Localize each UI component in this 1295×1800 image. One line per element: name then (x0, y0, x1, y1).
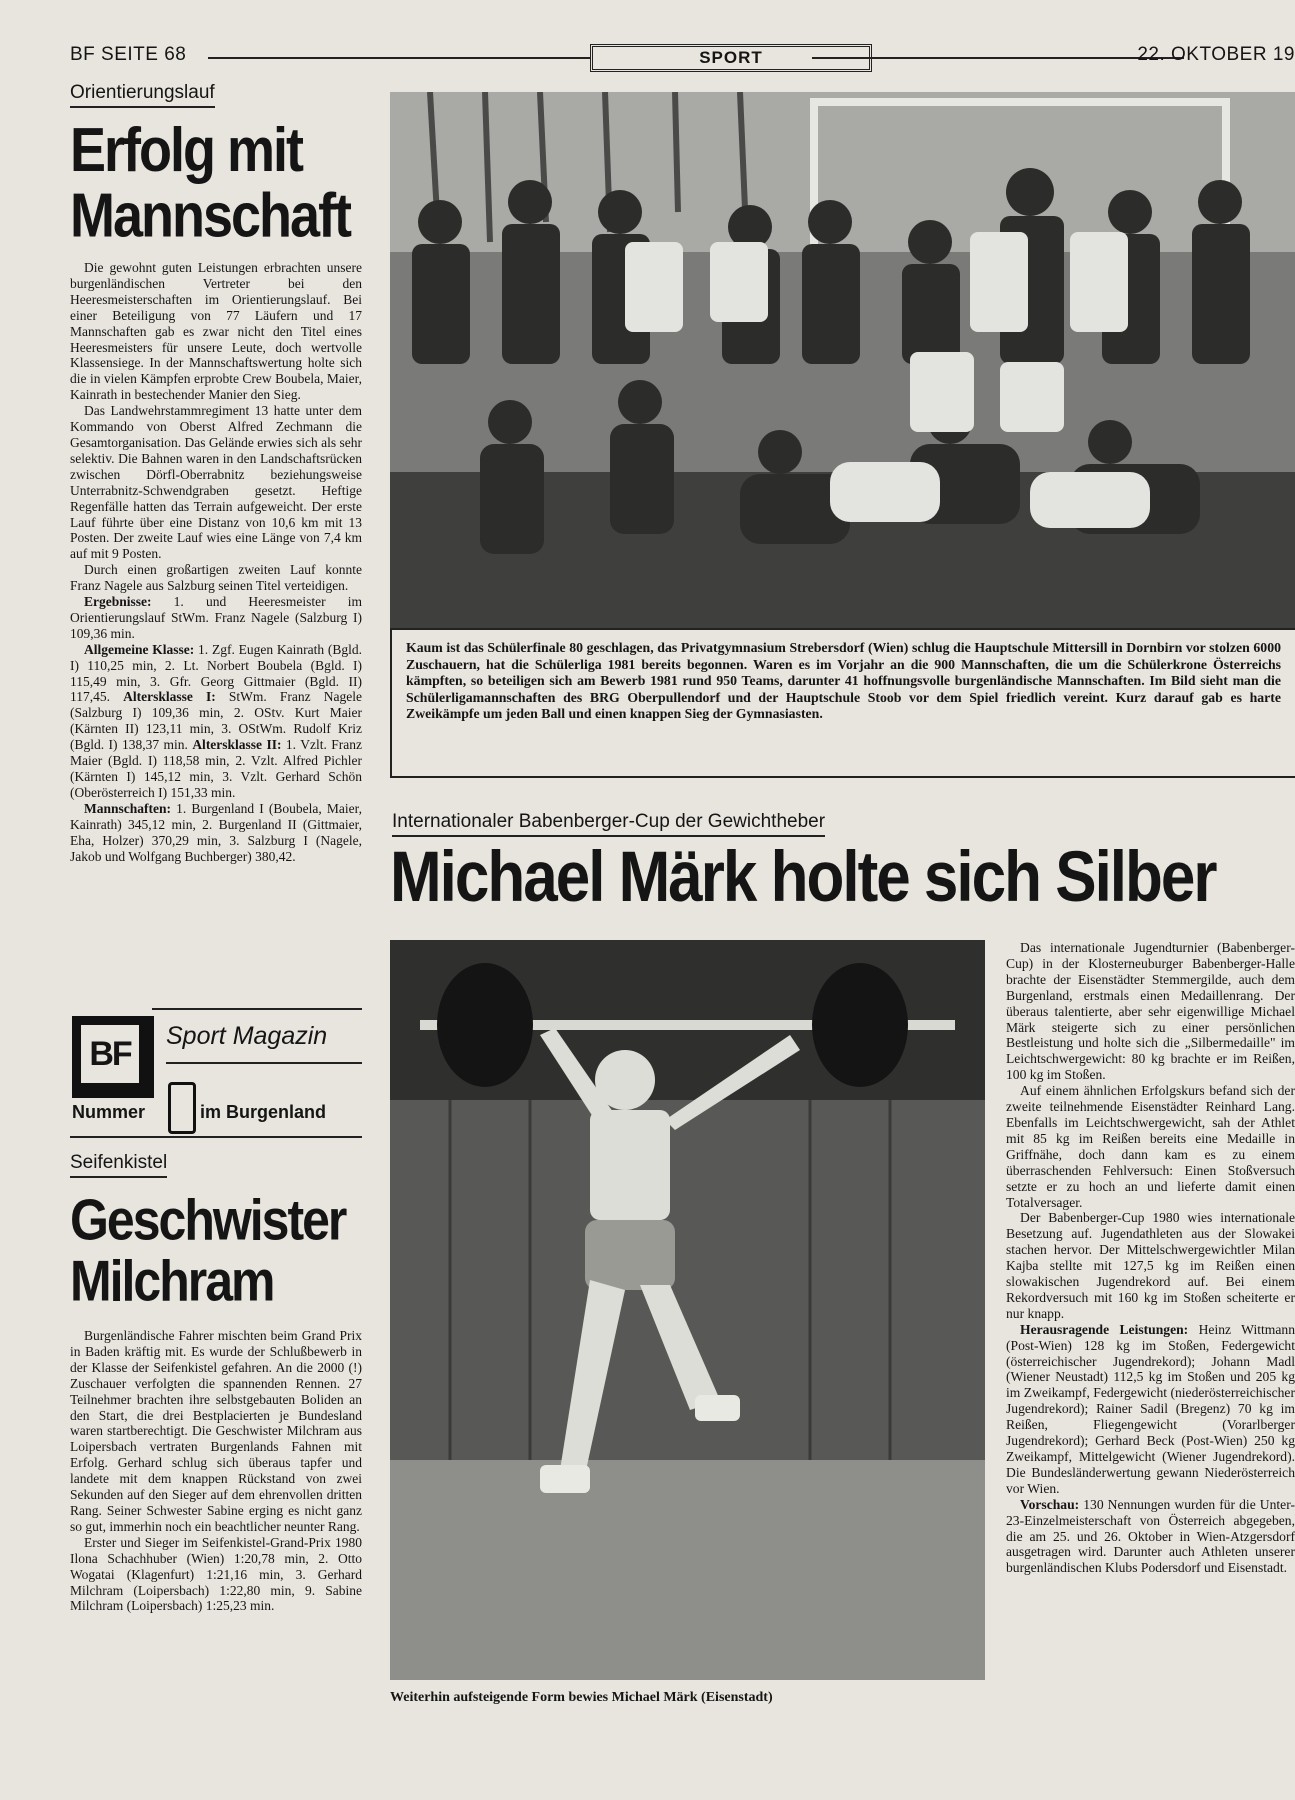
results-text: 130 Nennungen wurden für die Unter-23-Einzelmeisterschaft von Österreich abgegeben, die am 25. und 26. Oktober in Wien-Atzgersdorf ausgetragen wird. Darunter auch Athleten unserer burgenländischen Klubs Podersdorf und Eisenstadt. (1006, 1496, 1295, 1576)
headline-line: Erfolg mit (70, 115, 302, 185)
number-one-graphic (168, 1082, 196, 1134)
paragraph: Das internationale Jugendturnier (Babenberger-Cup) in der Klosterneuburger Babenberger-Halle brachte der Eisenstädter Stemmergilde, auch dem Burgenland, erstmals einen Medaillenrang. Der überaus talentierte, aber sehr eigenwillige Michael Märk steigerte sich zu einer persönlichen Bestleistung und holte sich die „Silbermedaille" im Leichtschwergewicht: 80 kg brachte er im Reißen, 100 kg im Stoßen. (1006, 940, 1295, 1083)
magazine-title: Sport Magazin (166, 1022, 328, 1050)
headline-line: Mannschaft (70, 180, 351, 250)
results-label: Mannschaften: (84, 800, 171, 816)
bf-logo (72, 1016, 154, 1098)
team-photo (390, 92, 1295, 628)
ad-rule-mid (166, 1062, 362, 1064)
article-orienteering (70, 82, 362, 864)
article-body (70, 1328, 362, 1614)
article-body (70, 260, 362, 864)
masthead (70, 44, 1295, 70)
nummer-label: Nummer (72, 1102, 146, 1122)
results-label: Altersklasse II: (192, 737, 282, 753)
weightlifter-photo (390, 940, 985, 1680)
ad-rule-bottom (70, 1136, 362, 1138)
bf-logo-text: BF (81, 1025, 139, 1083)
paragraph (1006, 1322, 1295, 1497)
weightlifter-photo-caption: Weiterhin aufsteigende Form bewies Michael Märk (Eisenstadt) (390, 1690, 773, 1705)
article-headline (70, 1187, 362, 1326)
paragraph (70, 642, 362, 801)
results-text: 1. und Heeresmeister im Orientierungslauf StWm. Franz Nagele (Salzburg I) 109,36 min. (70, 594, 362, 641)
article-kicker: Internationaler Babenberger-Cup der Gewichtheber (392, 811, 825, 837)
weightlifter-photo-graphic (390, 940, 985, 1680)
paragraph: Das Landwehrstammregiment 13 hatte unter dem Kommando von Oberst Alfred Zechmann die Gesamtorganisation. Das Gelände erwies sich als sehr selektiv. Die Bahnen waren in den Landschaftsrücken zwischen Dörfl-Oberrabnitz beziehungsweise Unterrabnitz-Schwendgraben gesetzt. Heftige Regenfälle hatten das Terrain aufgeweicht. Der erste Lauf führte über eine Distanz von 10,6 km mit 13 Posten. Der zweite Lauf wies eine Länge von 7,4 km auf mit 9 Posten. (70, 403, 362, 562)
masthead-rule-right (812, 57, 1184, 59)
paragraph (70, 594, 362, 642)
results-text: 1. Zgf. Eugen Kainrath (Bgld. I) 110,25 min, 2. Lt. Norbert Boubela (Bgld. I) 115,49 min, 3. Gfr. Georg Gittmaier (Bgld. II) 117,45. (70, 641, 362, 705)
headline-line: Geschwister (70, 1187, 346, 1253)
paragraph: Die gewohnt guten Leistungen erbrachten unsere burgenländischen Vertreter bei den Heeresmeisterschaften im Orientierungslauf. Bei einer Beteiligung von 77 Läufern und 17 Mannschaften gab es zwar nicht den Titel eines Heeresmeisters für unsere Leute, doch wertvolle Klassensiege. In der Mannschaftswertung holte sich die in vielen Kämpfen erprobte Crew Boubela, Maier, Kainrath in bestechender Manier den Sieg. (70, 260, 362, 403)
paragraph: Durch einen großartigen zweiten Lauf konnte Franz Nagele aus Salzburg seinen Titel verteidigen. (70, 562, 362, 594)
issue-date: 22. OKTOBER 19 (1137, 44, 1295, 65)
article-body (1006, 940, 1295, 1576)
page-number: BF SEITE 68 (70, 44, 187, 65)
paragraph: Der Babenberger-Cup 1980 wies internationale Besetzung auf. Jugendathleten aus der Slowakei stachen hervor. Der Mittelschwergewichtler Milan Kajba stellte mit 127,5 kg im Reißen einen slowakischen Jugendrekord auf. Bei einem Rekordversuch mit 160 kg im Stoßen scheiterte er nur knapp. (1006, 1210, 1295, 1321)
section-label: SPORT (590, 44, 872, 72)
article-headline (70, 115, 362, 265)
article-headline: Michael Märk holte sich Silber (390, 837, 1216, 918)
results-text: Heinz Wittmann (Post-Wien) 128 kg im Stoßen, Federgewicht (österreichischer Jugendrekord); Johann Madl (Wiener Neustadt) 112,5 kg im Stoßen und 205 kg im Zweikampf, Federgewicht (niederösterreichischer Jugendrekord); Rainer Sadil (Bregenz) 70 kg im Reißen, Fliegengewicht (Vorarlberger Jugendrekord); Gerhard Beck (Post-Wien) 250 kg Zweikampf, Mittelgewicht (Wiener Jugendrekord). Die Bundesländerwertung gewann Niederösterreich vor Wien. (1006, 1321, 1295, 1496)
team-photo-graphic (390, 92, 1295, 628)
paragraph: Erster und Sieger im Seifenkistel-Grand-Prix 1980 Ilona Schachhuber (Wien) 1:20,78 min, 2. Otto Wogatai (Klagenfurt) 1:21,16 min, 3. Gerhard Milchram (Loipersbach) 1:22,80 min, 9. Sabine Milchram (Loipersbach) 1:25,23 min. (70, 1534, 362, 1614)
article-soapbox (70, 1152, 362, 1614)
article-weightlifting-body (1006, 940, 1295, 1710)
sport-magazin-ad (70, 1008, 362, 1128)
results-label: Ergebnisse: (84, 594, 152, 610)
results-text: 1. Burgenland I (Boubela, Maier, Kainrath) 345,12 min, 2. Burgenland II (Gittmaier, Eha, Holzer) 370,29 min, 3. Salzburg I (Nagele, Jakob und Wolfgang Buchberger) 380,42. (70, 800, 362, 864)
results-text: 1. Vzlt. Franz Maier (Bgld. I) 118,58 min, 2. Vzlt. Alfred Pichler (Kärnten I) 145,12 min, 3. Vzlt. Gerhard Schön (Oberösterreich I) 151,33 min. (70, 737, 362, 800)
results-text: StWm. Franz Nagele (Salzburg I) 109,36 min, 2. OStv. Kurt Maier (Kärnten II) 123,11 min, 3. OStWm. Rudolf Kriz (Bgld. I) 138,37 min. (70, 689, 362, 753)
paragraph: Auf einem ähnlichen Erfolgskurs befand sich der zweite teilnehmende Eisenstädter Reinhard Lang. Ebenfalls im Leichtschwergewicht, sah der Athlet mit 85 kg im Reißen bereits eine Medaille in Griffnähe, doch dann kam es zu einem überraschenden Fehlversuch: Einen Stoßversuch setzte er zu hoch an und lieferte damit einen Totalversager. (1006, 1083, 1295, 1210)
team-photo-caption (390, 628, 1295, 778)
results-label: Altersklasse I: (123, 689, 216, 705)
headline-line: Milchram (70, 1248, 274, 1313)
article-kicker: Orientierungslauf (70, 82, 215, 108)
results-label: Herausragende Leistungen: (1020, 1321, 1189, 1337)
results-label: Vorschau: (1020, 1496, 1080, 1512)
paragraph (70, 801, 362, 865)
region-label: im Burgenland (200, 1102, 327, 1122)
paragraph (1006, 1497, 1295, 1577)
ad-rule-top (152, 1008, 362, 1010)
results-label: Allgemeine Klasse: (84, 641, 195, 657)
article-kicker: Seifenkistel (70, 1152, 167, 1178)
paragraph: Burgenländische Fahrer mischten beim Grand Prix in Baden kräftig mit. Es wurde der Schlußbewerb in der Klasse der Seifenkistel gefahren. An die 2000 (!) Zuschauer verfolgten die spannenden Rennen. 27 Teilnehmer brachten ihre selbstgebauten Boliden an den Start, die drei Bestplacierten je Bundesland waren startberechtigt. Die Geschwister Milchram aus Loipersbach vertraten Burgenlands Fahnen mit Erfolg. Gerhard schlug sich überaus tapfer und landete mit dem knappen Rückstand von zwei Sekunden auf den Sieger auf dem ehrenvollen dritten Rang. Seiner Schwester Sabine erging es nicht ganz so gut, immerhin noch ein beachtlicher neunter Rang. (70, 1328, 362, 1534)
caption-text: Kaum ist das Schülerfinale 80 geschlagen, das Privatgymnasium Strebersdorf (Wien) schlug die Hauptschule Mittersill in Dornbirn vor stolzen 6000 Zuschauern, hat die Schülerliga 1981 bereits begonnen. Waren es im Vorjahr an die 900 Mannschaften, die um die Schülerkrone Österreichs kämpften, so beteiligen sich am Bewerb 1981 rund 950 Teams, darunter 41 hoffnungsvolle burgenländische Mannschaften. Im Bild sieht man die Schülerligamannschaften des BRG Oberpullendorf und der Hauptschule Stoob vor dem Spiel friedlich vereint. Kurz darauf gab es harte Zweikämpfe um jeden Ball und einen knappen Sieg der Gymnasiasten. (406, 640, 1281, 722)
